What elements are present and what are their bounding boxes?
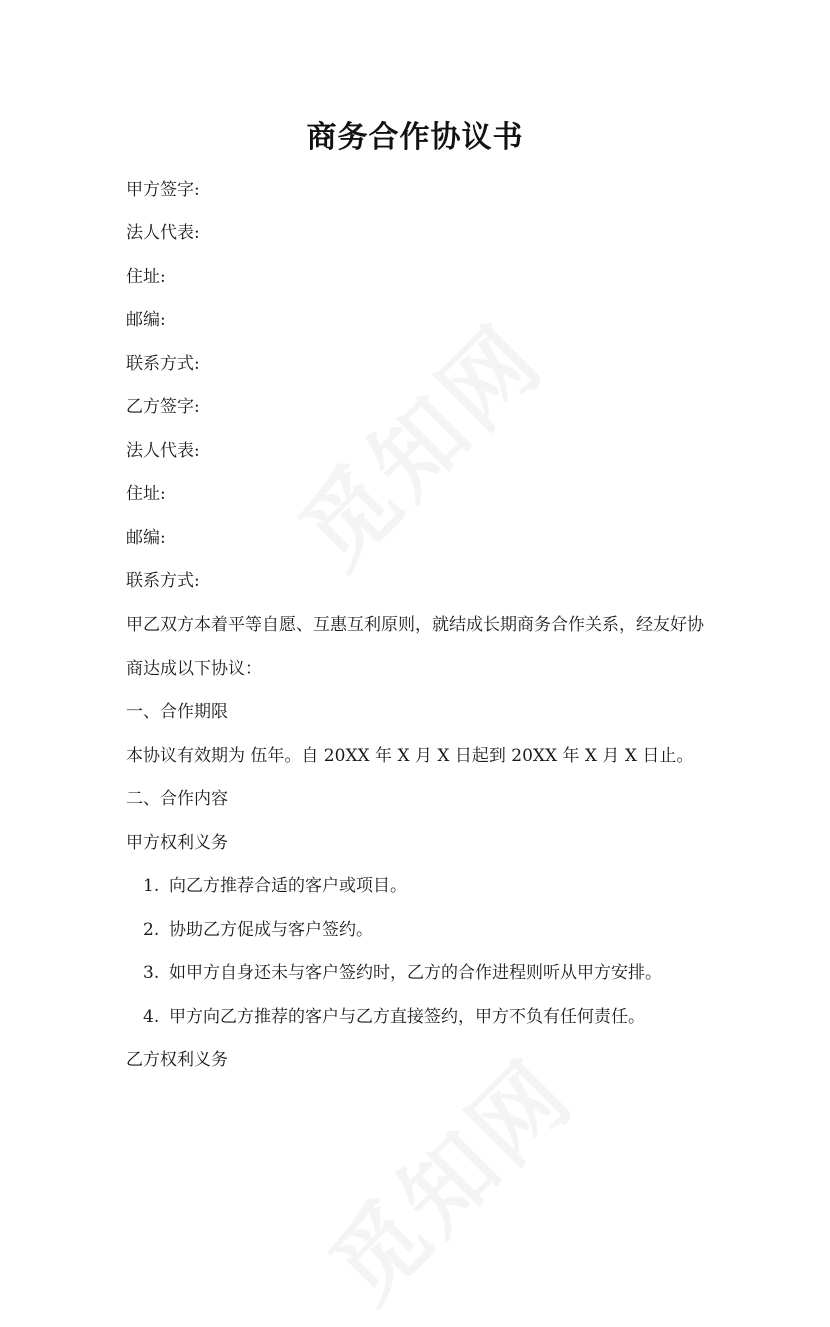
party-b-duties-heading: 乙方权利义务	[126, 1050, 228, 1070]
document-title: 商务合作协议书	[306, 120, 524, 155]
list-item-text: 向乙方推荐合适的客户或项目。	[169, 876, 407, 896]
list-item	[143, 961, 662, 985]
watermark	[266, 290, 567, 591]
list-item	[143, 874, 407, 898]
party-b-address: 住址:	[126, 484, 166, 504]
party-a-address: 住址:	[126, 267, 166, 287]
party-b-postcode: 邮编:	[126, 528, 166, 548]
party-b-legal-rep: 法人代表:	[126, 441, 200, 461]
list-item-number: 1.	[143, 876, 160, 896]
list-item-text: 协助乙方促成与客户签约。	[169, 920, 373, 940]
section-1-text: 本协议有效期为 伍年。自 20XX 年 X 月 X 日起到 20XX 年 X 月 X 日止。	[126, 746, 694, 766]
party-b-signature: 乙方签字:	[126, 397, 200, 417]
section-1-heading: 一、合作期限	[126, 702, 228, 722]
watermark-bottom	[296, 1025, 597, 1326]
intro-paragraph-line-2: 商达成以下协议：	[126, 659, 262, 679]
intro-paragraph-line-1: 甲乙双方本着平等自愿、互惠互利原则，就结成长期商务合作关系，经友好协	[126, 615, 704, 635]
party-a-duties-heading: 甲方权利义务	[126, 833, 228, 853]
list-item-text: 如甲方自身还未与客户签约时，乙方的合作进程则听从甲方安排。	[169, 963, 662, 983]
list-item-text: 甲方向乙方推荐的客户与乙方直接签约，甲方不负有任何责任。	[169, 1007, 645, 1027]
party-a-postcode: 邮编:	[126, 310, 166, 330]
party-a-legal-rep: 法人代表:	[126, 223, 200, 243]
list-item-number: 4.	[143, 1007, 160, 1027]
list-item-number: 3.	[143, 963, 160, 983]
list-item	[143, 1005, 645, 1029]
section-2-heading: 二、合作内容	[126, 789, 228, 809]
party-a-contact: 联系方式:	[126, 354, 200, 374]
list-item	[143, 918, 373, 942]
party-a-signature: 甲方签字:	[126, 180, 200, 200]
list-item-number: 2.	[143, 920, 160, 940]
party-b-contact: 联系方式:	[126, 571, 200, 591]
